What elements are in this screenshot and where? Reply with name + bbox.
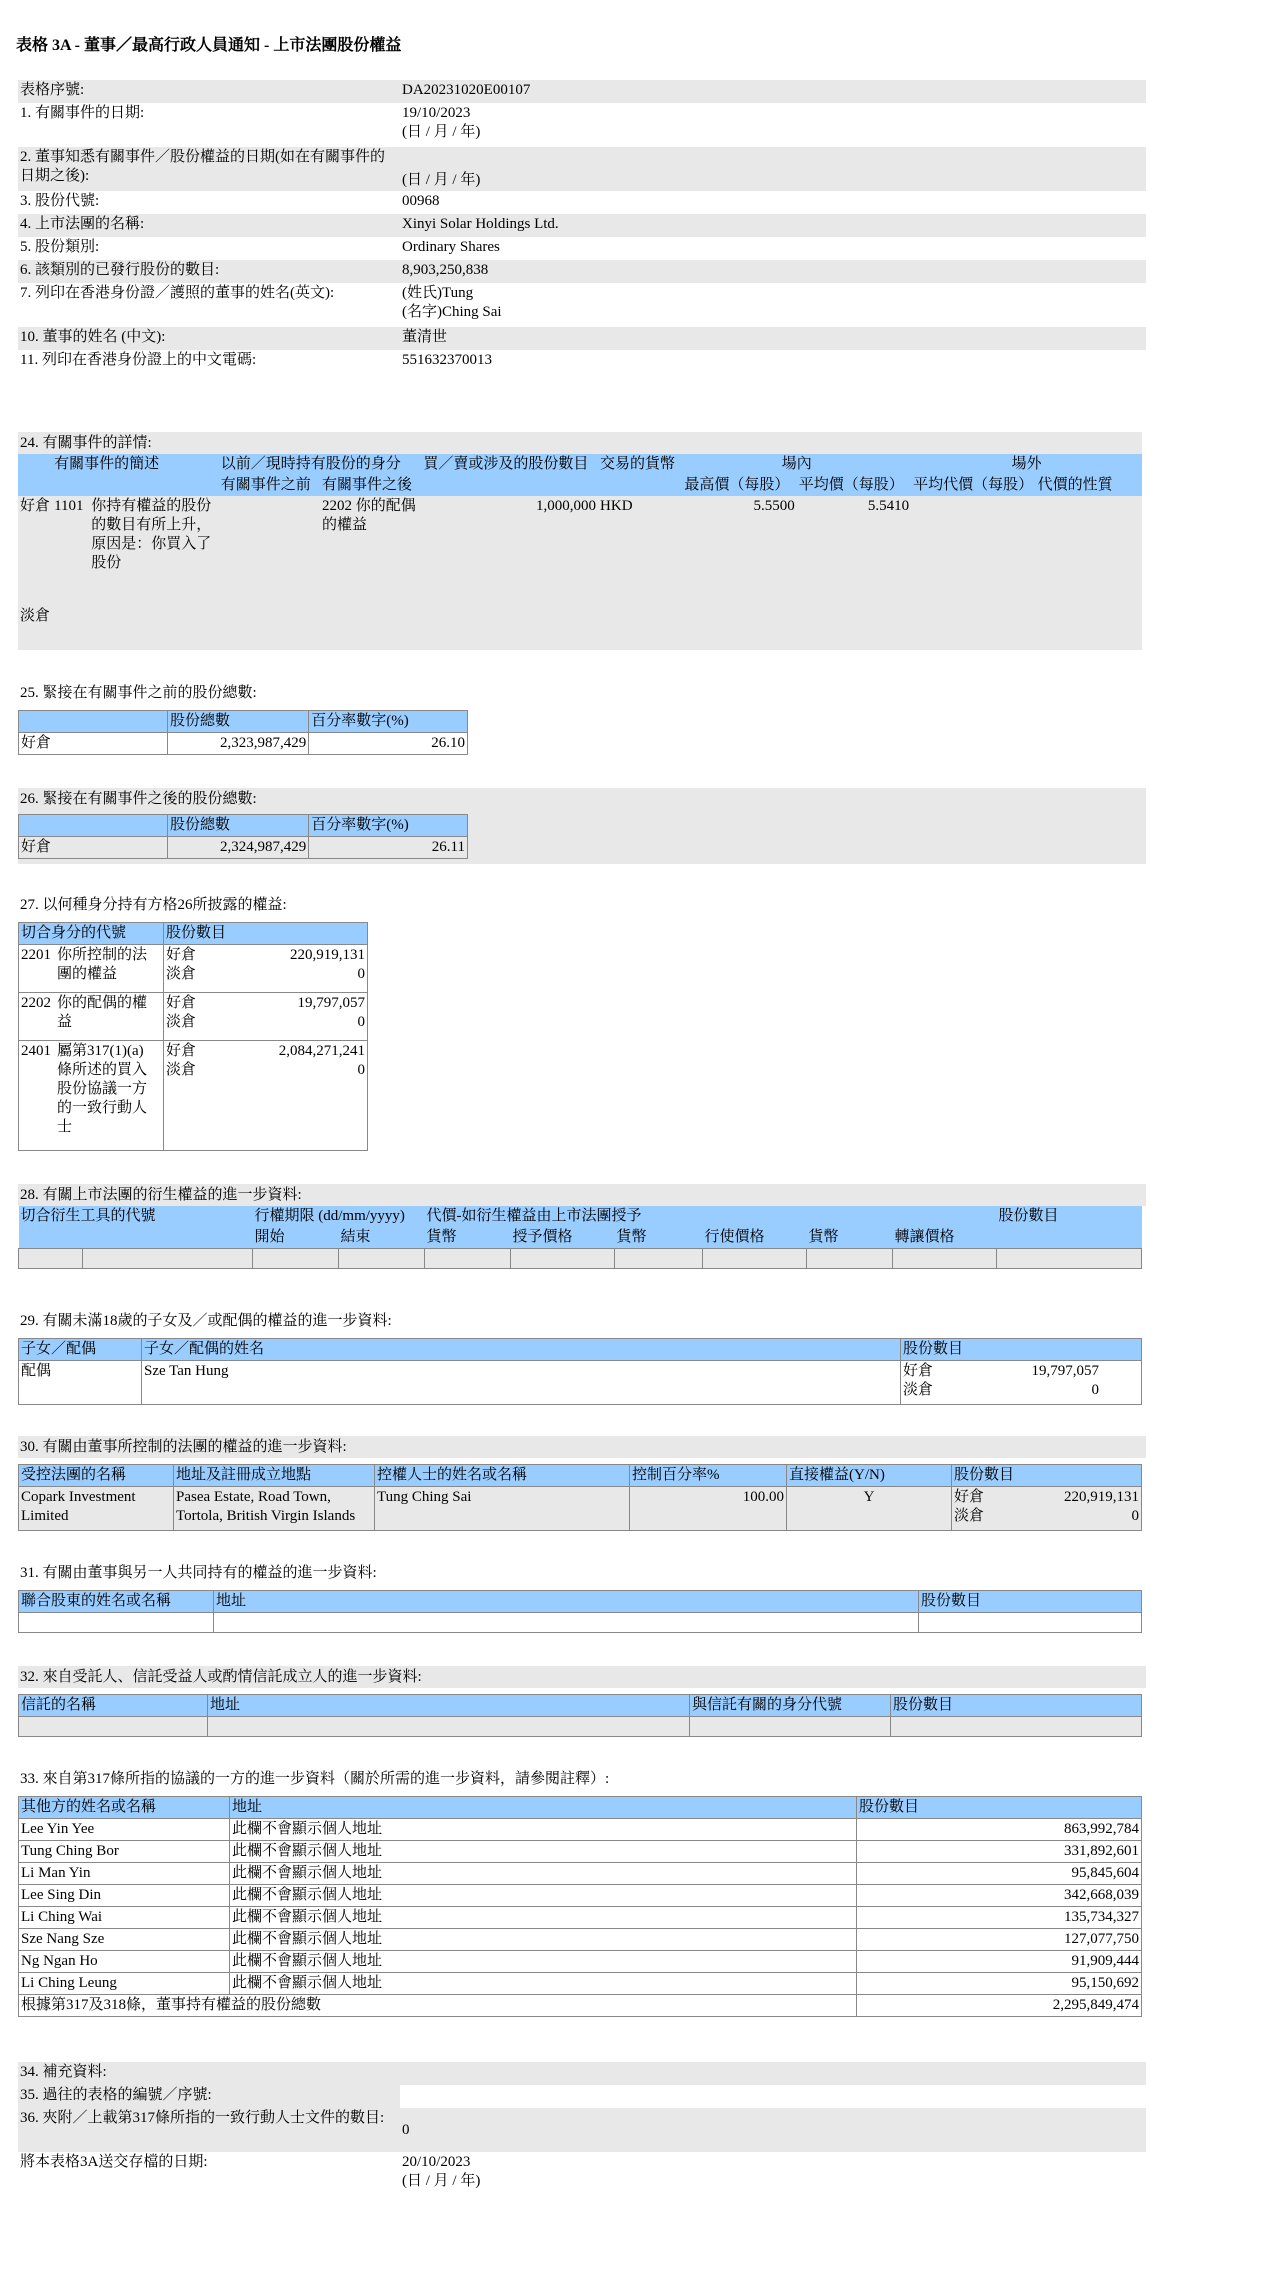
corp-name-col: 受控法團的名稱 (19, 1465, 174, 1487)
col-desc: 有關事件的簡述 (54, 456, 160, 472)
deriv-exercise-price-col: 行使價格 (704, 1229, 765, 1245)
col-on-exchange: 場內 (781, 456, 812, 472)
section-24 (18, 432, 1142, 650)
capacity-long: 2,084,271,241 (278, 1043, 365, 1059)
col-currency: 交易的貨幣 (600, 456, 676, 472)
submit-date-label: 將本表格3A送交存檔的日期: (20, 2154, 208, 2170)
section-27-label: 27. 以何種身分持有方格26所披露的權益: (18, 894, 1146, 916)
control-pct: 100.00 (630, 1487, 787, 1531)
capacity-code-col: 切合身分的代號 (19, 923, 164, 945)
section-32 (18, 1666, 1146, 1737)
capacity-long: 19,797,057 (297, 995, 365, 1011)
aware-date-format: (日 / 月 / 年) (402, 172, 481, 188)
long-position-label: 好倉 (18, 496, 52, 606)
capacity-short: 0 (357, 966, 365, 982)
col-shares: 買／賣或涉及的股份數目 (423, 456, 589, 472)
section-29 (18, 1310, 1146, 1405)
table-row (19, 1951, 1142, 1973)
col-high-price: 最高價（每股） (684, 477, 790, 493)
long-label: 好倉 (166, 947, 197, 963)
col-before: 有關事件之前 (220, 477, 311, 493)
after-code: 2202 (322, 498, 353, 514)
col-avg-price: 平均價（每股） (798, 477, 904, 493)
party-shares: 95,845,604 (857, 1863, 1142, 1885)
stock-code-label: 3. 股份代號: (20, 193, 100, 209)
party-shares: 342,668,039 (857, 1885, 1142, 1907)
director-name-zh-label: 10. 董事的姓名 (中文): (18, 327, 400, 350)
col-off-exchange: 場外 (1011, 456, 1042, 472)
before-pct: 26.10 (309, 733, 468, 755)
party-name: Ng Ngan Ho (19, 1951, 230, 1973)
deriv-consideration-col: 代價-如衍生權益由上市法團授予 (426, 1208, 642, 1224)
before-total-table (18, 710, 468, 755)
after-desc: 你的配偶的權益 (322, 498, 416, 533)
issued-shares: 8,903,250,838 (402, 262, 489, 278)
relative-name: Sze Tan Hung (142, 1361, 901, 1405)
long-label: 好倉 (166, 995, 197, 1011)
deriv-currency-col: 貨幣 (426, 1229, 457, 1245)
party-name: Li Ching Wai (19, 1907, 230, 1929)
control-pct-col: 控制百分率% (630, 1465, 787, 1487)
section-33 (18, 1768, 1146, 2017)
page-title: 表格 3A - 董事／最高行政人員通知 - 上市法團股份權益 (16, 37, 402, 54)
section-25-label: 25. 緊接在有關事件之前的股份總數: (18, 682, 1146, 704)
director-name-zh: 董清世 (402, 329, 448, 345)
event-code: 1101 (52, 496, 89, 606)
trust-table (18, 1694, 1142, 1737)
corp-address-col: 地址及註冊成立地點 (174, 1465, 375, 1487)
controlled-corp-table (18, 1464, 1142, 1531)
section-26 (18, 788, 1146, 864)
after-pct: 26.11 (309, 837, 468, 859)
relation-col: 子女／配偶 (19, 1339, 142, 1361)
capacity-code: 2201 (21, 947, 51, 963)
children-spouse-table (18, 1338, 1142, 1405)
after-total: 2,324,987,429 (168, 837, 309, 859)
party-address: 此欄不會顯示個人地址 (230, 1841, 857, 1863)
party-shares: 863,992,784 (857, 1819, 1142, 1841)
table-row (19, 1973, 1142, 1995)
short-label: 淡倉 (166, 966, 197, 982)
total-shares: 2,295,849,474 (857, 1995, 1142, 2017)
section-28-label: 28. 有關上市法團的衍生權益的進一步資料: (18, 1184, 1146, 1206)
col-avg-consideration: 平均代價（每股） (913, 477, 1034, 493)
capacity-shares-col: 股份數目 (164, 923, 368, 945)
party-address: 此欄不會顯示個人地址 (230, 1907, 857, 1929)
table-row (19, 1863, 1142, 1885)
capacity-long: 220,919,131 (290, 947, 365, 963)
party-address: 此欄不會顯示個人地址 (230, 1929, 857, 1951)
party-name: Lee Sing Din (19, 1885, 230, 1907)
section-30-label: 30. 有關由董事所控制的法團的權益的進一步資料: (18, 1436, 1146, 1458)
share-class: Ordinary Shares (402, 239, 500, 255)
after-total-table (18, 814, 468, 859)
party-name: Lee Yin Yee (19, 1819, 230, 1841)
joint-shares-col: 股份數目 (919, 1591, 1142, 1613)
corp-long: 220,919,131 (1064, 1489, 1139, 1505)
high-price: 5.5500 (682, 496, 796, 606)
party-address: 此欄不會顯示個人地址 (230, 1973, 857, 1995)
shares-involved: 1,000,000 (421, 496, 598, 606)
col-after: 有關事件之後 (322, 477, 413, 493)
deriv-currency-col-3: 貨幣 (808, 1229, 839, 1245)
info-table (18, 80, 1146, 373)
submit-date-format: (日 / 月 / 年) (402, 2173, 481, 2189)
table-row (19, 1907, 1142, 1929)
col-capacity: 以前／現時持有股份的身分 (220, 456, 401, 472)
corp-shares-col: 股份數目 (952, 1465, 1142, 1487)
aware-date-label: 2. 董事知悉有關事件／股份權益的日期(如在有關事件的日期之後): (18, 147, 400, 191)
capacity-short: 0 (357, 1014, 365, 1030)
serial-value: DA20231020E00107 (402, 82, 531, 98)
capacity-table (18, 922, 368, 1151)
controller-col: 控權人士的姓名或名稱 (375, 1465, 630, 1487)
capacity-desc: 你的配偶的權益 (57, 995, 148, 1030)
table-row (19, 1929, 1142, 1951)
section-24-label: 24. 有關事件的詳情: (18, 432, 1142, 454)
section-26-label: 26. 緊接在有關事件之後的股份總數: (18, 788, 1146, 810)
trust-address-col: 地址 (208, 1695, 690, 1717)
supplement-label: 34. 補充資料: (18, 2062, 400, 2085)
deriv-shares-col: 股份數目 (998, 1208, 1059, 1224)
chinese-code: 551632370013 (402, 352, 492, 368)
trust-name-col: 信託的名稱 (19, 1695, 208, 1717)
party-name: Sze Nang Sze (19, 1929, 230, 1951)
derivatives-table (18, 1206, 1142, 1269)
table-row (19, 1841, 1142, 1863)
director-given-name: (名字)Ching Sai (402, 304, 502, 320)
section-31 (18, 1562, 1146, 1633)
party-name: Tung Ching Bor (19, 1841, 230, 1863)
chinese-code-label: 11. 列印在香港身份證上的中文電碼: (20, 352, 257, 368)
party-name: Li Man Yin (19, 1863, 230, 1885)
director-surname: (姓氏)Tung (402, 285, 474, 301)
attached-docs-count: 0 (402, 2121, 410, 2138)
party-shares: 95,150,692 (857, 1973, 1142, 1995)
relative-long: 19,797,057 (1031, 1363, 1099, 1379)
after-pct-col: 百分率數字(%) (309, 815, 468, 837)
party-shares: 331,892,601 (857, 1841, 1142, 1863)
section-29-label: 29. 有關未滿18歲的子女及／或配偶的權益的進一步資料: (18, 1310, 1146, 1332)
joint-name-col: 聯合股東的姓名或名稱 (19, 1591, 214, 1613)
after-long-label: 好倉 (19, 837, 168, 859)
party-address: 此欄不會顯示個人地址 (230, 1863, 857, 1885)
party-address: 此欄不會顯示個人地址 (230, 1885, 857, 1907)
before-long-label: 好倉 (19, 733, 168, 755)
relative-name-col: 子女／配偶的姓名 (142, 1339, 901, 1361)
party-shares: 91,909,444 (857, 1951, 1142, 1973)
section-32-label: 32. 來自受託人、信託受益人或酌情信託成立人的進一步資料: (18, 1666, 1146, 1688)
joint-address-col: 地址 (214, 1591, 919, 1613)
party-name: Li Ching Leung (19, 1973, 230, 1995)
before-total: 2,323,987,429 (168, 733, 309, 755)
event-desc: 你持有權益的股份的數目有所上升，原因是：你買入了股份 (89, 496, 218, 606)
table-row (19, 1885, 1142, 1907)
capacity-code: 2202 (21, 995, 51, 1011)
direct-interest: Y (787, 1487, 952, 1531)
deriv-grant-price-col: 授予價格 (512, 1229, 573, 1245)
long-label: 好倉 (954, 1489, 985, 1505)
relation: 配偶 (19, 1361, 142, 1405)
trade-currency: HKD (598, 496, 682, 606)
joint-holder-table (18, 1590, 1142, 1633)
deriv-period-col: 行權期限 (dd/mm/yyyy) (254, 1208, 405, 1224)
controlled-corp-name: Copark Investment Limited (19, 1487, 174, 1531)
corp-name-label: 4. 上市法團的名稱: (18, 214, 400, 237)
party-name-col: 其他方的姓名或名稱 (19, 1797, 230, 1819)
event-date-label: 1. 有關事件的日期: (20, 105, 145, 121)
section-28 (18, 1184, 1146, 1269)
col-consideration-nature: 代價的性質 (1037, 477, 1113, 493)
concert-parties-table (18, 1796, 1142, 2017)
capacity-desc: 屬第317(1)(a)條所述的買入股份協議一方的一致行動人士 (57, 1043, 148, 1135)
avg-price: 5.5410 (797, 496, 911, 606)
capacity-desc: 你所控制的法團的權益 (57, 947, 148, 982)
party-shares: 135,734,327 (857, 1907, 1142, 1929)
event-date-format: (日 / 月 / 年) (402, 124, 481, 140)
party-address-col: 地址 (230, 1797, 857, 1819)
short-position-label: 淡倉 (18, 606, 52, 650)
event-date: 19/10/2023 (402, 105, 471, 121)
deriv-end-col: 結束 (340, 1229, 371, 1245)
table-row (19, 1819, 1142, 1841)
controlled-corp-address: Pasea Estate, Road Town, Tortola, British Virgin Islands (174, 1487, 375, 1531)
deriv-transfer-price-col: 轉讓價格 (894, 1229, 955, 1245)
submit-date: 20/10/2023 (402, 2154, 471, 2170)
controller-name: Tung Ching Sai (375, 1487, 630, 1531)
party-shares: 127,077,750 (857, 1929, 1142, 1951)
corp-short: 0 (1131, 1508, 1139, 1524)
total-shares-label: 根據第317及318條，董事持有權益的股份總數 (19, 1995, 857, 2017)
relative-shares-col: 股份數目 (901, 1339, 1142, 1361)
before-total-col: 股份總數 (168, 711, 309, 733)
short-label: 淡倉 (166, 1062, 197, 1078)
serial-label: 表格序號: (18, 80, 400, 103)
party-address: 此欄不會顯示個人地址 (230, 1951, 857, 1973)
section-27 (18, 894, 1146, 1151)
issued-shares-label: 6. 該類別的已發行股份的數目: (18, 260, 400, 283)
event-details-table (18, 454, 1142, 650)
before-pct-col: 百分率數字(%) (309, 711, 468, 733)
short-label: 淡倉 (166, 1014, 197, 1030)
stock-code: 00968 (402, 193, 440, 209)
short-label: 淡倉 (903, 1382, 934, 1398)
share-class-label: 5. 股份類別: (20, 239, 100, 255)
short-label: 淡倉 (954, 1508, 985, 1524)
deriv-start-col: 開始 (254, 1229, 285, 1245)
deriv-code-col: 切合衍生工具的代號 (20, 1208, 156, 1224)
trust-capacity-col: 與信託有關的身分代號 (690, 1695, 891, 1717)
long-label: 好倉 (903, 1363, 934, 1379)
section-31-label: 31. 有關由董事與另一人共同持有的權益的進一步資料: (18, 1562, 1146, 1584)
previous-form-label: 35. 過往的表格的編號／序號: (18, 2085, 400, 2108)
corp-name: Xinyi Solar Holdings Ltd. (402, 216, 559, 232)
relative-short: 0 (1091, 1382, 1099, 1398)
party-address: 此欄不會顯示個人地址 (230, 1819, 857, 1841)
capacity-code: 2401 (21, 1043, 51, 1059)
after-total-col: 股份總數 (168, 815, 309, 837)
section-30 (18, 1436, 1146, 1531)
section-25 (18, 682, 1146, 755)
footer-table (18, 2062, 1146, 2196)
long-label: 好倉 (166, 1043, 197, 1059)
director-name-en-label: 7. 列印在香港身份證／護照的董事的姓名(英文): (20, 285, 335, 301)
deriv-currency-col-2: 貨幣 (616, 1229, 647, 1245)
party-shares-col: 股份數目 (857, 1797, 1142, 1819)
attached-docs-label: 36. 夾附／上載第317條所指的一致行動人士文件的數目: (18, 2108, 400, 2152)
trust-shares-col: 股份數目 (891, 1695, 1142, 1717)
section-33-label: 33. 來自第317條所指的協議的一方的進一步資料（關於所需的進一步資料，請參閱註釋）: (18, 1768, 1146, 1790)
capacity-short: 0 (357, 1062, 365, 1078)
direct-interest-col: 直接權益(Y/N) (787, 1465, 952, 1487)
